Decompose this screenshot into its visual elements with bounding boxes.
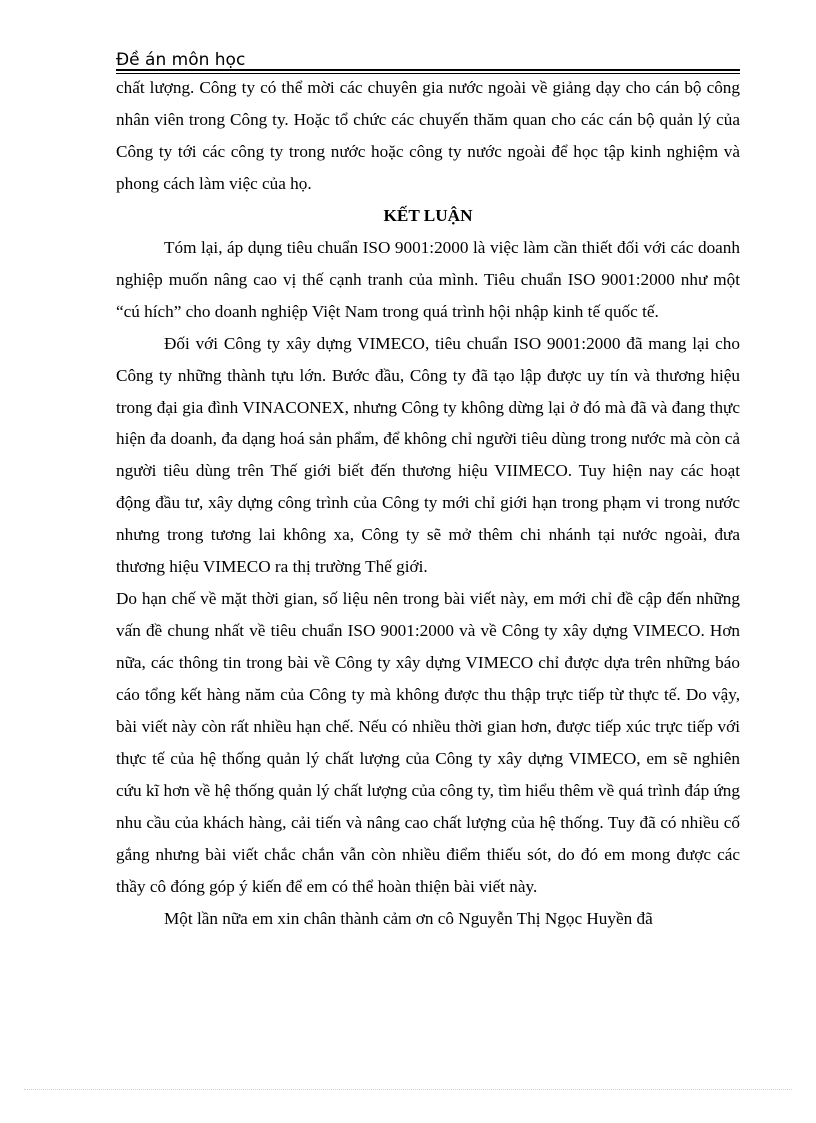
page-bottom-divider [24, 1089, 792, 1090]
continuation-paragraph: chất lượng. Công ty có thể mời các chuyên gia nước ngoài về giảng dạy cho cán bộ công nhân viên trong Công ty. Hoặc tổ chức các chuyến thăm quan cho các cán bộ quản lý của Công ty tới các công ty trong nước hoặc công ty nước ngoài để học tập kinh nghiệm và phong cách làm việc của họ. [116, 78, 740, 193]
paragraph-vimeco: Đối với Công ty xây dựng VIMECO, tiêu chuẩn ISO 9001:2000 đã mang lại cho Công ty những thành tựu lớn. Bước đầu, Công ty đã tạo lập được uy tín và thương hiệu trong đại gia đình VINACONEX, nhưng Công ty không dừng lại ở đó mà đã và đang thực hiện đa doanh, đa dạng hoá sản phẩm, để không chỉ người tiêu dùng trong nước mà còn cả người tiêu dùng trên Thế giới biết đến thương hiệu VIIMECO. Tuy hiện nay các hoạt động đầu tư, xây dựng công trình của Công ty mới chỉ giới hạn trong phạm vi trong nước nhưng trong tương lai không xa, Công ty sẽ mở thêm chi nhánh tại nước ngoài, đưa thương hiệu VIMECO ra thị trường Thế giới. [116, 333, 740, 577]
header-title: Đề án môn học [116, 50, 246, 70]
body-text [116, 72, 740, 935]
header-rule-thick [116, 69, 740, 71]
paragraph-thanks: Một lần nữa em xin chân thành cảm ơn cô Nguyễn Thị Ngọc Huyền đã [164, 908, 653, 928]
paragraph-limitations: Do hạn chế về mặt thời gian, số liệu nên trong bài viết này, em mới chỉ đề cập đến những vấn đề chung nhất về tiêu chuẩn ISO 9001:2000 và về Công ty xây dựng VIMECO. Hơn nữa, các thông tin trong bài về Công ty xây dựng VIMECO chỉ được dựa trên những báo cáo tổng kết hàng năm của Công ty mà không được thu thập trực tiếp từ thực tế. Do vậy, bài viết này còn rất nhiều hạn chế. Nếu có nhiều thời gian hơn, được tiếp xúc trực tiếp với thực tế của hệ thống quản lý chất lượng của Công ty xây dựng VIMECO, em sẽ nghiên cứu kĩ hơn về hệ thống quản lý chất lượng của công ty, tìm hiểu thêm về quá trình đáp ứng nhu cầu của khách hàng, cải tiến và nâng cao chất lượng của hệ thống. Tuy đã có nhiều cố gắng nhưng bài viết chắc chắn vẫn còn nhiều điểm thiếu sót, do đó em mong được các thầy cô đóng góp ý kiến để em có thể hoàn thiện bài viết này. [116, 589, 740, 896]
paragraph-summary: Tóm lại, áp dụng tiêu chuẩn ISO 9001:2000 là việc làm cần thiết đối với các doanh nghiệp muốn nâng cao vị thế cạnh tranh của mình. Tiêu chuẩn ISO 9001:2000 như một “cú hích” cho doanh nghiệp Việt Nam trong quá trình hội nhập kinh tế quốc tế. [116, 237, 740, 321]
page-header [116, 50, 740, 74]
section-heading: KẾT LUẬN [383, 205, 473, 225]
